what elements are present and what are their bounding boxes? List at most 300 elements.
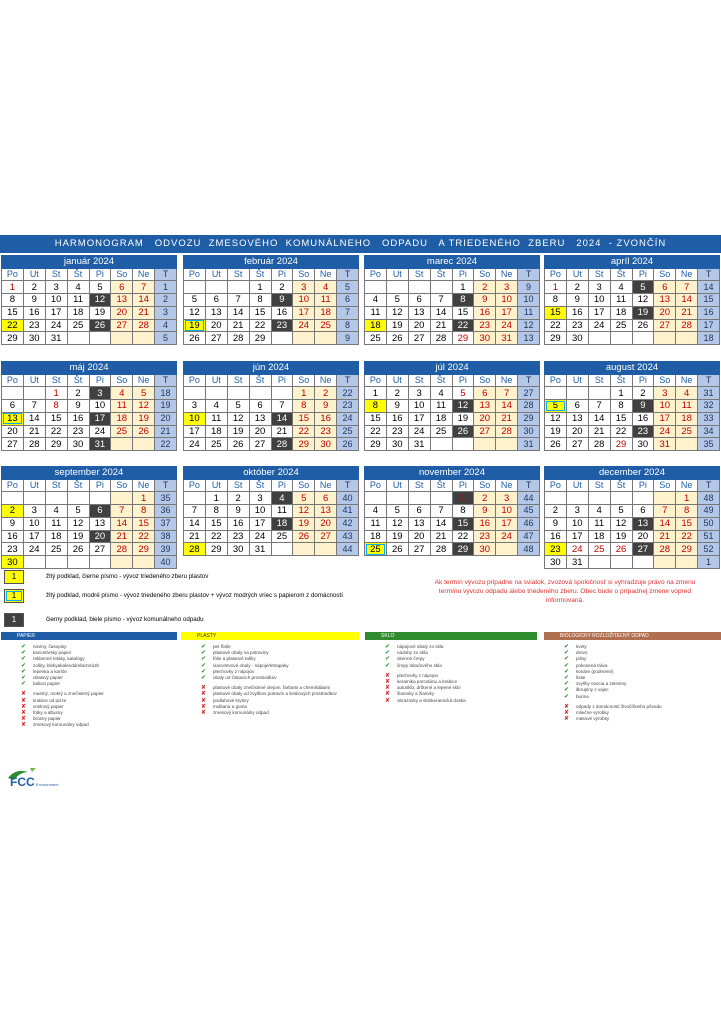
weekday-header: Ut: [566, 374, 588, 387]
page-title: HARMONOGRAM ODVOZU ZMESOVÉHO KOMUNÁLNEHO ODPADU A TRIEDENÉHO ZBERU 2024 - ZVONČÍN: [0, 235, 721, 253]
weekday-header: Ne: [496, 268, 518, 281]
day-cell: [365, 281, 387, 294]
cross-icon: ✘: [21, 697, 27, 704]
item-label: baliaci papier: [33, 681, 61, 687]
month-1: [183, 255, 359, 345]
month-0: [1, 255, 177, 345]
day-cell: 31: [496, 332, 518, 345]
day-cell: [227, 281, 249, 294]
week-number: 3: [155, 306, 177, 319]
day-cell: 11: [676, 400, 698, 413]
day-cell: [89, 556, 111, 569]
weekday-header: Ut: [23, 374, 45, 387]
item-label: obaly od čistiacich prostriedkov: [213, 674, 277, 680]
category-items: [200, 644, 358, 716]
day-cell: 2: [23, 281, 45, 294]
day-cell: 19: [89, 306, 111, 319]
forbidden-item: [20, 722, 176, 728]
day-cell: 23: [545, 543, 567, 556]
day-cell: 29: [365, 438, 387, 451]
week-number: 5: [155, 332, 177, 345]
item-label: mastný, mokrý a znečistený papier: [33, 691, 104, 697]
day-cell: 22: [676, 530, 698, 543]
day-cell: 25: [45, 543, 67, 556]
item-label: črepy tabuľového skla: [397, 662, 442, 668]
day-cell: 25: [205, 438, 227, 451]
week-number: 12: [518, 319, 540, 332]
day-cell: 1: [676, 492, 698, 505]
day-cell: 7: [184, 505, 206, 518]
item-label: autosklo, drôtené a lepené sklo: [397, 685, 461, 691]
day-cell: 3: [654, 387, 676, 400]
weekday-header: So: [474, 479, 496, 492]
weekday-header: So: [654, 479, 676, 492]
day-cell: 30: [2, 556, 24, 569]
day-cell: 3: [496, 492, 518, 505]
day-cell: 21: [271, 425, 293, 438]
weekday-header: T: [518, 479, 540, 492]
day-cell: 9: [315, 400, 337, 413]
day-cell: [89, 492, 111, 505]
day-cell: 30: [474, 332, 496, 345]
day-cell: 19: [184, 319, 206, 332]
day-cell: 31: [654, 438, 676, 451]
day-cell: 21: [654, 530, 676, 543]
weekday-header: Po: [184, 374, 206, 387]
weekday-header: Pi: [271, 479, 293, 492]
check-icon: ✔: [564, 674, 570, 681]
day-cell: 16: [386, 412, 408, 425]
day-cell: 21: [227, 319, 249, 332]
day-cell: 20: [2, 425, 24, 438]
weekday-header: Po: [2, 268, 24, 281]
check-icon: ✔: [564, 662, 570, 669]
day-cell: 28: [654, 543, 676, 556]
day-cell: 6: [408, 505, 430, 518]
item-label: kancelársky papier: [33, 650, 72, 656]
week-number: 14: [698, 281, 720, 294]
day-cell: 16: [566, 306, 588, 319]
weekday-header: Po: [365, 268, 387, 281]
item-label: zmesový komunálny odpad: [213, 709, 269, 715]
day-cell: 13: [2, 412, 24, 425]
day-cell: 8: [545, 294, 567, 307]
day-cell: 28: [496, 425, 518, 438]
month-11: [544, 466, 720, 569]
day-cell: 23: [315, 425, 337, 438]
day-cell: 31: [408, 438, 430, 451]
day-cell: [588, 387, 610, 400]
week-number: 48: [698, 492, 720, 505]
week-number: 31: [698, 387, 720, 400]
week-number: 22: [155, 438, 177, 451]
day-cell: 15: [452, 306, 474, 319]
day-cell: 27: [111, 319, 133, 332]
day-cell: 18: [67, 306, 89, 319]
week-number: 18: [698, 332, 720, 345]
day-cell: 23: [67, 425, 89, 438]
day-cell: 19: [386, 530, 408, 543]
fcc-logo: [6, 764, 66, 788]
day-cell: 21: [430, 530, 452, 543]
day-cell: 18: [365, 319, 387, 332]
day-cell: 2: [271, 281, 293, 294]
day-cell: 6: [315, 492, 337, 505]
item-label: žiarovky a žiarivky: [397, 691, 435, 697]
week-number: 13: [518, 332, 540, 345]
check-icon: ✔: [564, 656, 570, 663]
day-cell: [566, 492, 588, 505]
day-cell: 12: [545, 412, 567, 425]
day-cell: 7: [588, 400, 610, 413]
month-5: [183, 361, 359, 451]
day-cell: 25: [111, 425, 133, 438]
item-label: plastové obaly znečistené olejom, farbami a chemikáliami: [213, 685, 330, 691]
day-cell: 29: [610, 438, 632, 451]
weekday-header: Ne: [315, 374, 337, 387]
weekday-header: Št: [249, 374, 271, 387]
day-cell: 1: [45, 387, 67, 400]
item-label: lístie: [576, 674, 586, 680]
day-cell: 12: [89, 294, 111, 307]
day-cell: 4: [315, 281, 337, 294]
day-cell: 21: [430, 319, 452, 332]
weekday-header: Pi: [452, 479, 474, 492]
weekday-header: Po: [545, 374, 567, 387]
item-label: zošity, blokyakalendárebezvrúzb: [33, 662, 100, 668]
day-cell: 17: [654, 412, 676, 425]
weekday-header: Po: [184, 479, 206, 492]
day-cell: 18: [588, 530, 610, 543]
day-cell: 1: [545, 281, 567, 294]
week-number: 9: [518, 281, 540, 294]
day-cell: 25: [67, 319, 89, 332]
day-cell: 8: [452, 505, 474, 518]
day-cell: 29: [205, 543, 227, 556]
day-cell: 9: [545, 517, 567, 530]
legend-text: žltý podklad, modré písmo - vývoz triedeného zberu plastov + vývoz modrých vriec s papierom z domácností: [46, 592, 343, 599]
day-cell: 19: [293, 517, 315, 530]
month-title: marec 2024: [365, 256, 540, 269]
check-icon: ✔: [201, 662, 207, 669]
day-cell: 11: [315, 294, 337, 307]
check-icon: ✔: [564, 693, 570, 700]
day-cell: 19: [545, 425, 567, 438]
day-cell: 16: [315, 412, 337, 425]
day-cell: 26: [632, 319, 654, 332]
day-cell: 3: [293, 281, 315, 294]
day-cell: [610, 492, 632, 505]
day-cell: 16: [474, 306, 496, 319]
day-cell: 26: [89, 319, 111, 332]
day-cell: 11: [67, 294, 89, 307]
week-number: 45: [518, 505, 540, 518]
weekday-header: Ne: [496, 374, 518, 387]
day-cell: 30: [474, 543, 496, 556]
item-label: lepenka a kartón: [33, 668, 67, 674]
day-cell: 17: [45, 306, 67, 319]
day-cell: 16: [227, 517, 249, 530]
day-cell: [386, 281, 408, 294]
day-cell: [654, 556, 676, 569]
weekday-header: St: [45, 268, 67, 281]
month-4: [1, 361, 177, 451]
day-cell: 13: [654, 294, 676, 307]
weekday-header: St: [227, 374, 249, 387]
cross-icon: ✘: [21, 691, 27, 698]
item-label: nápojové obaly zo skla: [397, 644, 444, 649]
week-number: 36: [155, 505, 177, 518]
day-cell: 13: [111, 294, 133, 307]
day-cell: 16: [632, 412, 654, 425]
cross-icon: ✘: [564, 716, 570, 723]
week-number: 51: [698, 530, 720, 543]
month-9: [183, 466, 359, 556]
week-number: 21: [155, 425, 177, 438]
day-cell: 20: [632, 530, 654, 543]
day-cell: 5: [184, 294, 206, 307]
check-icon: ✔: [201, 656, 207, 663]
weekday-header: T: [155, 479, 177, 492]
day-cell: 2: [474, 492, 496, 505]
check-icon: ✔: [201, 674, 207, 681]
cross-icon: ✘: [201, 709, 207, 716]
weekday-header: Po: [545, 479, 567, 492]
item-label: nádoby zo skla: [397, 650, 428, 656]
week-number: 26: [337, 438, 359, 451]
day-cell: 13: [249, 412, 271, 425]
check-icon: ✔: [385, 644, 391, 650]
legend-text: čierny podklad, biele písmo - vývoz komunálneho odpadu: [46, 616, 204, 623]
allowed-item: [384, 663, 536, 669]
week-number: 35: [698, 438, 720, 451]
week-number: 9: [337, 332, 359, 345]
day-cell: 8: [2, 294, 24, 307]
day-cell: [23, 387, 45, 400]
check-icon: ✔: [385, 656, 391, 663]
weekday-header: Ut: [23, 479, 45, 492]
check-icon: ✔: [21, 668, 27, 675]
day-cell: 6: [654, 281, 676, 294]
check-icon: ✔: [201, 644, 207, 650]
item-label: mäsové výrobky: [576, 716, 610, 722]
day-cell: 15: [2, 306, 24, 319]
check-icon: ✔: [21, 656, 27, 663]
day-cell: 24: [654, 425, 676, 438]
day-cell: [111, 556, 133, 569]
day-cell: 26: [386, 332, 408, 345]
day-cell: 1: [452, 281, 474, 294]
day-cell: [676, 438, 698, 451]
day-cell: [293, 543, 315, 556]
cross-icon: ✘: [385, 685, 391, 692]
category-header: PAPIER: [1, 632, 177, 640]
day-cell: [67, 556, 89, 569]
check-icon: ✔: [385, 662, 391, 669]
day-cell: 9: [227, 505, 249, 518]
item-label: plechovky z nápojov: [397, 672, 439, 678]
day-cell: 28: [184, 543, 206, 556]
week-number: 41: [337, 505, 359, 518]
check-icon: ✔: [21, 681, 27, 688]
day-cell: 4: [67, 281, 89, 294]
weekday-header: Št: [249, 479, 271, 492]
day-cell: 25: [430, 425, 452, 438]
day-cell: 7: [430, 294, 452, 307]
check-icon: ✔: [564, 644, 570, 650]
day-cell: 21: [588, 425, 610, 438]
weekday-header: St: [45, 374, 67, 387]
day-cell: 8: [249, 294, 271, 307]
day-cell: 5: [386, 294, 408, 307]
week-number: 17: [698, 319, 720, 332]
day-cell: 16: [67, 412, 89, 425]
day-cell: 11: [430, 400, 452, 413]
weekday-header: St: [588, 268, 610, 281]
week-number: 40: [155, 556, 177, 569]
day-cell: 28: [23, 438, 45, 451]
day-cell: 11: [588, 517, 610, 530]
day-cell: 10: [184, 412, 206, 425]
week-number: 6: [337, 294, 359, 307]
day-cell: 1: [365, 387, 387, 400]
day-cell: 10: [89, 400, 111, 413]
day-cell: 27: [632, 543, 654, 556]
day-cell: 6: [632, 505, 654, 518]
item-label: fotky a albumy: [33, 709, 63, 715]
month-6: [364, 361, 540, 451]
cross-icon: ✘: [385, 672, 391, 679]
day-cell: [545, 492, 567, 505]
month-title: september 2024: [2, 467, 177, 480]
day-cell: 5: [227, 400, 249, 413]
item-label: reklamné letáky, katalógy: [33, 656, 85, 662]
day-cell: 17: [566, 530, 588, 543]
day-cell: 23: [227, 530, 249, 543]
day-cell: 15: [293, 412, 315, 425]
weekday-header: St: [408, 479, 430, 492]
day-cell: 25: [315, 319, 337, 332]
check-icon: ✔: [564, 650, 570, 657]
day-cell: 5: [133, 387, 155, 400]
day-cell: [184, 492, 206, 505]
day-cell: 15: [452, 517, 474, 530]
day-cell: 26: [293, 530, 315, 543]
day-cell: 15: [45, 412, 67, 425]
item-label: pet fľaše: [213, 644, 231, 649]
weekday-header: Ne: [133, 268, 155, 281]
day-cell: 16: [23, 306, 45, 319]
day-cell: 13: [89, 517, 111, 530]
weekday-header: T: [698, 374, 720, 387]
day-cell: [2, 492, 24, 505]
cross-icon: ✘: [385, 697, 391, 704]
weekday-header: Št: [67, 374, 89, 387]
item-label: brúsny papier: [33, 716, 61, 722]
day-cell: [315, 332, 337, 345]
weekday-header: T: [698, 268, 720, 281]
day-cell: 17: [23, 530, 45, 543]
day-cell: 24: [496, 319, 518, 332]
day-cell: 12: [452, 400, 474, 413]
day-cell: 31: [45, 332, 67, 345]
day-cell: 7: [111, 505, 133, 518]
weekday-header: Po: [2, 374, 24, 387]
day-cell: 3: [23, 505, 45, 518]
day-cell: 21: [23, 425, 45, 438]
day-cell: 10: [654, 400, 676, 413]
day-cell: 23: [2, 543, 24, 556]
day-cell: 14: [588, 412, 610, 425]
day-cell: 22: [133, 530, 155, 543]
cross-icon: ✘: [201, 697, 207, 704]
day-cell: 21: [111, 530, 133, 543]
weekday-header: Po: [184, 268, 206, 281]
day-cell: 17: [293, 306, 315, 319]
week-number: 29: [518, 412, 540, 425]
day-cell: [496, 543, 518, 556]
item-label: podlahové krytiny: [213, 697, 249, 703]
weekday-header: St: [408, 268, 430, 281]
day-cell: 26: [227, 438, 249, 451]
day-cell: 21: [496, 412, 518, 425]
day-cell: 8: [610, 400, 632, 413]
cross-icon: ✘: [564, 703, 570, 710]
day-cell: [111, 332, 133, 345]
item-label: keramika porcelánu a krabice: [397, 678, 458, 684]
day-cell: 30: [67, 438, 89, 451]
day-cell: 29: [293, 438, 315, 451]
day-cell: 5: [545, 400, 567, 413]
cross-icon: ✘: [385, 691, 391, 698]
weekday-header: Pi: [89, 268, 111, 281]
day-cell: 8: [133, 505, 155, 518]
day-cell: 6: [566, 400, 588, 413]
cross-icon: ✘: [385, 678, 391, 685]
day-cell: 23: [386, 425, 408, 438]
day-cell: 18: [676, 412, 698, 425]
weekday-header: St: [227, 268, 249, 281]
day-cell: 13: [205, 306, 227, 319]
day-cell: 10: [496, 505, 518, 518]
day-cell: 9: [271, 294, 293, 307]
week-number: 16: [698, 306, 720, 319]
day-cell: 12: [133, 400, 155, 413]
day-cell: 17: [588, 306, 610, 319]
week-number: 32: [698, 400, 720, 413]
weekday-header: Št: [67, 479, 89, 492]
day-cell: 20: [474, 412, 496, 425]
day-cell: 14: [184, 517, 206, 530]
month-title: apríl 2024: [545, 256, 720, 269]
item-label: plastové obaly na potraviny: [213, 650, 269, 656]
day-cell: [23, 556, 45, 569]
day-cell: 10: [45, 294, 67, 307]
day-cell: [184, 281, 206, 294]
day-cell: 9: [632, 400, 654, 413]
day-cell: 26: [452, 425, 474, 438]
day-cell: 15: [545, 306, 567, 319]
forbidden-item: [200, 710, 358, 716]
item-label: drevo: [576, 650, 588, 656]
day-cell: 4: [111, 387, 133, 400]
weekday-header: St: [45, 479, 67, 492]
day-cell: 15: [205, 517, 227, 530]
check-icon: ✔: [201, 668, 207, 675]
day-cell: 10: [588, 294, 610, 307]
category-items: [20, 644, 176, 728]
item-label: voskový papier: [33, 703, 64, 709]
